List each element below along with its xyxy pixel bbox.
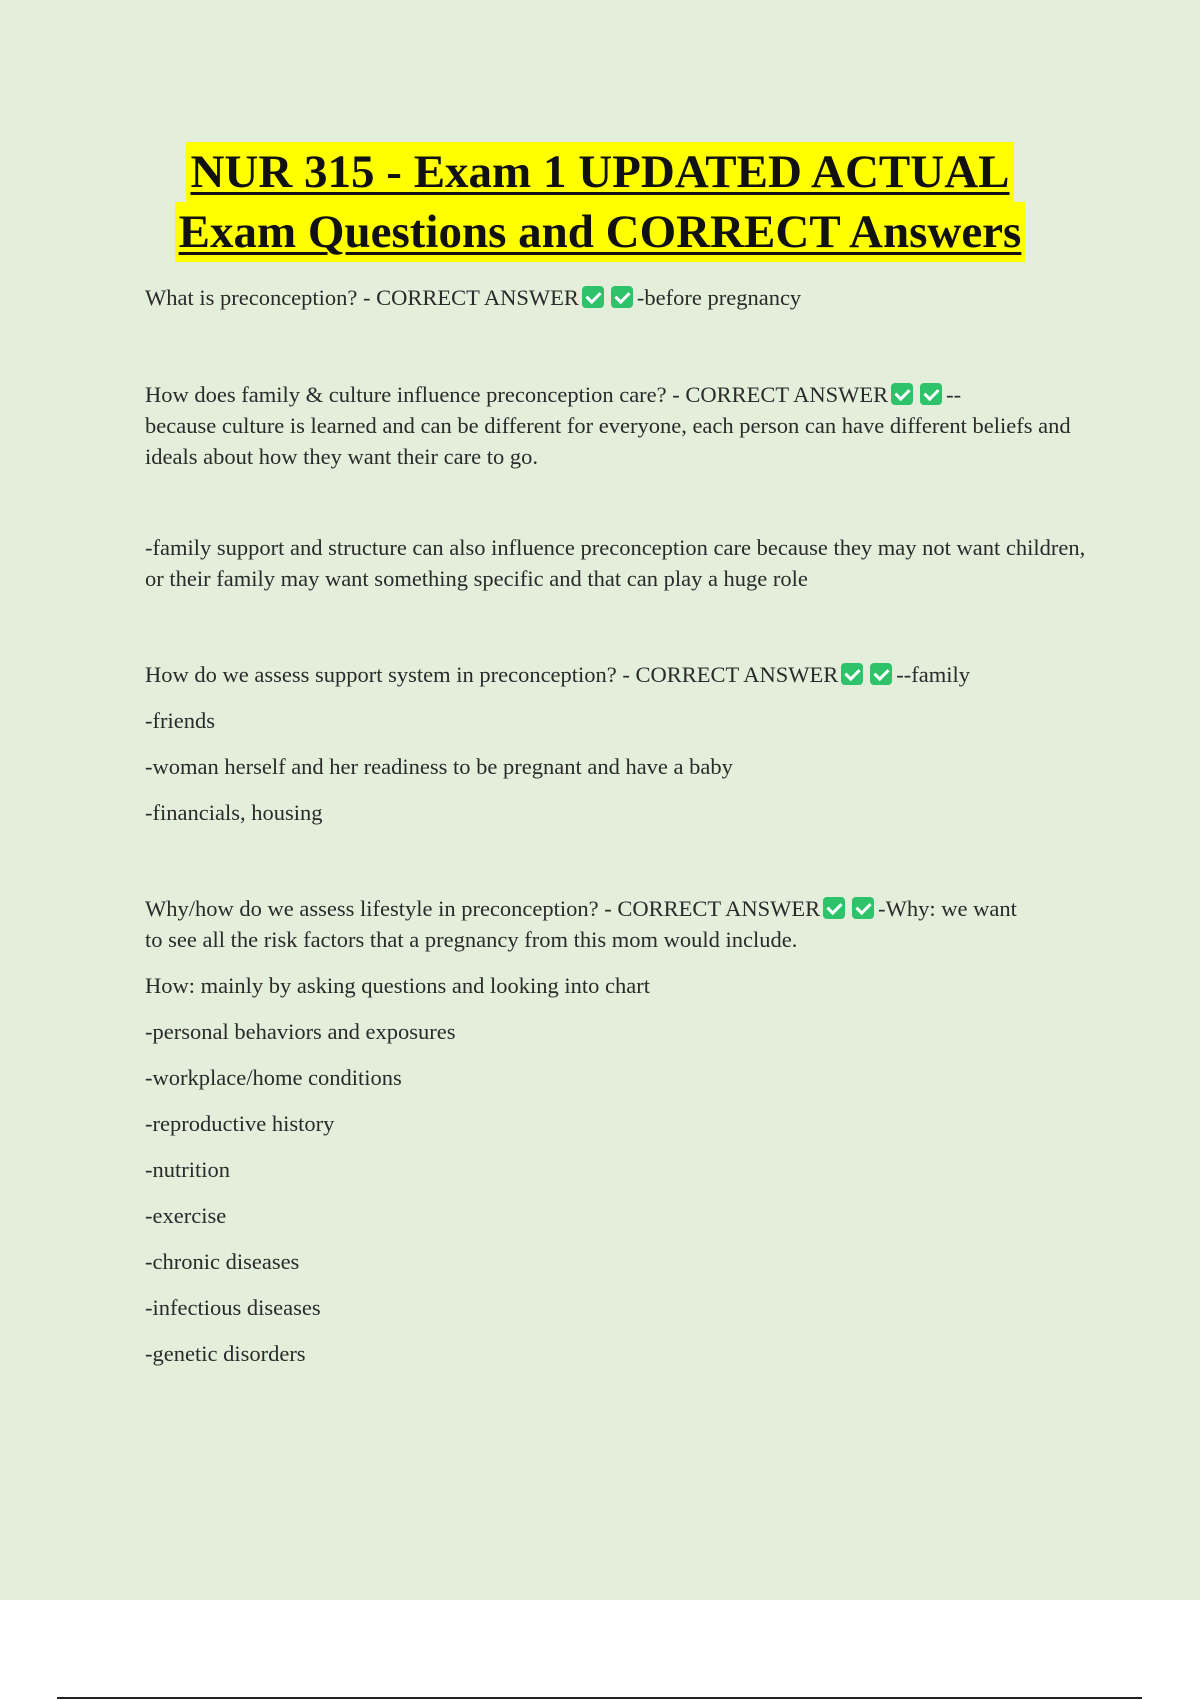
title-line-2: Exam Questions and CORRECT Answers	[175, 202, 1026, 262]
answer-line: How: mainly by asking questions and looking into chart	[145, 973, 650, 998]
footer-divider	[57, 1697, 1142, 1699]
title-line-1: NUR 315 - Exam 1 UPDATED ACTUAL	[186, 142, 1013, 202]
answer-line: -infectious diseases	[145, 1295, 321, 1320]
check-mark-icon	[611, 286, 633, 308]
answer-line: -exercise	[145, 1203, 227, 1228]
qa-item-preconception	[145, 282, 1095, 313]
answer-text: --family	[896, 662, 970, 687]
answer-line: -financials, housing	[145, 800, 323, 825]
document-body	[145, 282, 1095, 1369]
answer-text: -Why: we want	[878, 896, 1017, 921]
question-text: What is preconception? - CORRECT ANSWER	[145, 285, 579, 310]
document-title	[0, 142, 1200, 262]
qa-item-lifestyle	[145, 893, 1095, 1369]
question-text: How does family & culture influence preconception care? - CORRECT ANSWER	[145, 382, 889, 407]
check-mark-icon	[852, 897, 874, 919]
answer-text: -before pregnancy	[636, 285, 802, 310]
answer-line: -reproductive history	[145, 1111, 335, 1136]
check-mark-icon	[891, 383, 913, 405]
answer-line: -woman herself and her readiness to be pregnant and have a baby	[145, 754, 733, 779]
answer-line: -chronic diseases	[145, 1249, 300, 1274]
check-mark-icon	[870, 663, 892, 685]
answer-extra-paragraph: -family support and structure can also influence preconception care because they may not want children, or their family may want something specific and that can play a huge role	[145, 535, 1086, 591]
check-mark-icon	[920, 383, 942, 405]
qa-item-family-culture	[145, 379, 1095, 594]
check-mark-icon	[841, 663, 863, 685]
question-text: How do we assess support system in preconception? - CORRECT ANSWER	[145, 662, 839, 687]
answer-line: -personal behaviors and exposures	[145, 1019, 456, 1044]
check-mark-icon	[582, 286, 604, 308]
answer-continuation: to see all the risk factors that a pregnancy from this mom would include.	[145, 927, 798, 952]
answer-text: --	[946, 382, 962, 407]
answer-line: -workplace/home conditions	[145, 1065, 402, 1090]
qa-item-support-system	[145, 659, 1095, 828]
answer-continuation: because culture is learned and can be different for everyone, each person can have different beliefs and ideals about how they want their care to go.	[145, 413, 1071, 469]
answer-line: -friends	[145, 708, 215, 733]
answer-line: -nutrition	[145, 1157, 230, 1182]
answer-line: -genetic disorders	[145, 1341, 306, 1366]
check-mark-icon	[823, 897, 845, 919]
question-text: Why/how do we assess lifestyle in preconception? - CORRECT ANSWER	[145, 896, 821, 921]
